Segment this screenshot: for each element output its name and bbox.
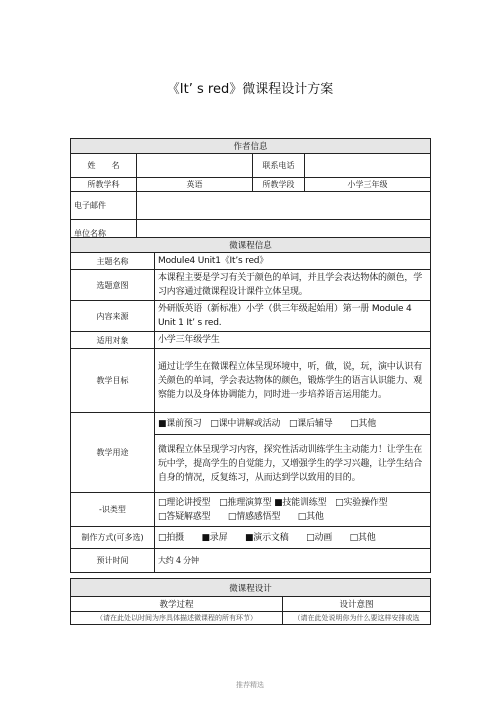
design-header: 微课程设计 <box>71 579 431 597</box>
time-label: 预计时间 <box>71 549 155 573</box>
method-options: □拍摄 ■录屏 ■演示文稿 □动画 □其他 <box>155 527 431 549</box>
goal-value: 通过让学生在微课程立体呈现环境中，听，做，说，玩，演中认识有关颜色的单词，学会表达物体的颜色，锻炼学生的语言认识能力、观察能力以及身体协调能力，同时进一步培养语言运用能力。 <box>155 349 431 413</box>
usage-description: 微课程立体呈现学习内容，探究性活动训练学生主动能力！让学生在玩中学，提高学生的自觉能力，又增强学生的学习兴趣，让学生结合自身的情况，反复练习，从而达到学以致用的目的。 <box>155 435 431 493</box>
stage-value: 小学三年级 <box>305 178 431 192</box>
name-label: 姓 名 <box>71 154 137 178</box>
unit-label: 单位名称 <box>71 220 137 248</box>
page-footer: 推荐精选 <box>236 681 264 689</box>
type-options-row-2: □答疑解惑型 □情感感悟型 □其他 <box>158 511 324 522</box>
intent-value: 本课程主要是学习有关于颜色的单词，并且学会表达物体的颜色，学习内容通过微课程设计课件立体呈现。 <box>155 270 431 301</box>
audience-label: 适用对象 <box>71 332 155 349</box>
method-label: 制作方式(可多选) <box>71 527 155 549</box>
type-label: -识类型 <box>71 493 155 527</box>
type-options <box>155 493 431 527</box>
usage-label: 教学用途 <box>71 413 155 493</box>
author-info-table <box>70 138 431 248</box>
source-label: 内容来源 <box>71 301 155 332</box>
email-value <box>137 192 431 220</box>
topic-value: Module4 Unit1《It’s red》 <box>155 253 431 270</box>
subject-label: 所教学科 <box>71 178 137 192</box>
design-intent-note: （请在此处说明你为什么要这样安排或选 <box>283 612 431 625</box>
topic-label: 主题名称 <box>71 253 155 270</box>
type-options-row-1: □理论讲授型 □推理演算型 ■技能训练型 □实验操作型 <box>158 497 388 508</box>
document-title: 《It’ s red》微课程设计方案 <box>166 82 334 97</box>
time-value: 大约 4 分钟 <box>155 549 431 573</box>
author-info-header: 作者信息 <box>71 139 431 154</box>
phone-value <box>305 154 431 178</box>
design-table <box>70 578 431 625</box>
name-value <box>137 154 253 178</box>
course-info-table <box>70 237 431 573</box>
phone-label: 联系电话 <box>253 154 305 178</box>
email-label: 电子邮件 <box>71 192 137 220</box>
goal-label: 教学目标 <box>71 349 155 413</box>
intent-label: 选题意图 <box>71 270 155 301</box>
audience-value: 小学三年级学生 <box>155 332 431 349</box>
subject-value: 英语 <box>137 178 253 192</box>
process-note: （请在此处以时间为序具体描述微课程的所有环节） <box>71 612 283 625</box>
design-intent-label: 设计意图 <box>283 597 431 612</box>
stage-label: 所教学段 <box>253 178 305 192</box>
usage-options: ■课前预习 □课中讲解或活动 □课后辅导 □其他 <box>155 413 431 435</box>
course-info-header: 微课程信息 <box>71 238 431 253</box>
source-value: 外研版英语（新标准）小学（供三年级起始用）第一册 Module 4 Unit 1 It’ s red. <box>155 301 431 332</box>
process-label: 教学过程 <box>71 597 283 612</box>
